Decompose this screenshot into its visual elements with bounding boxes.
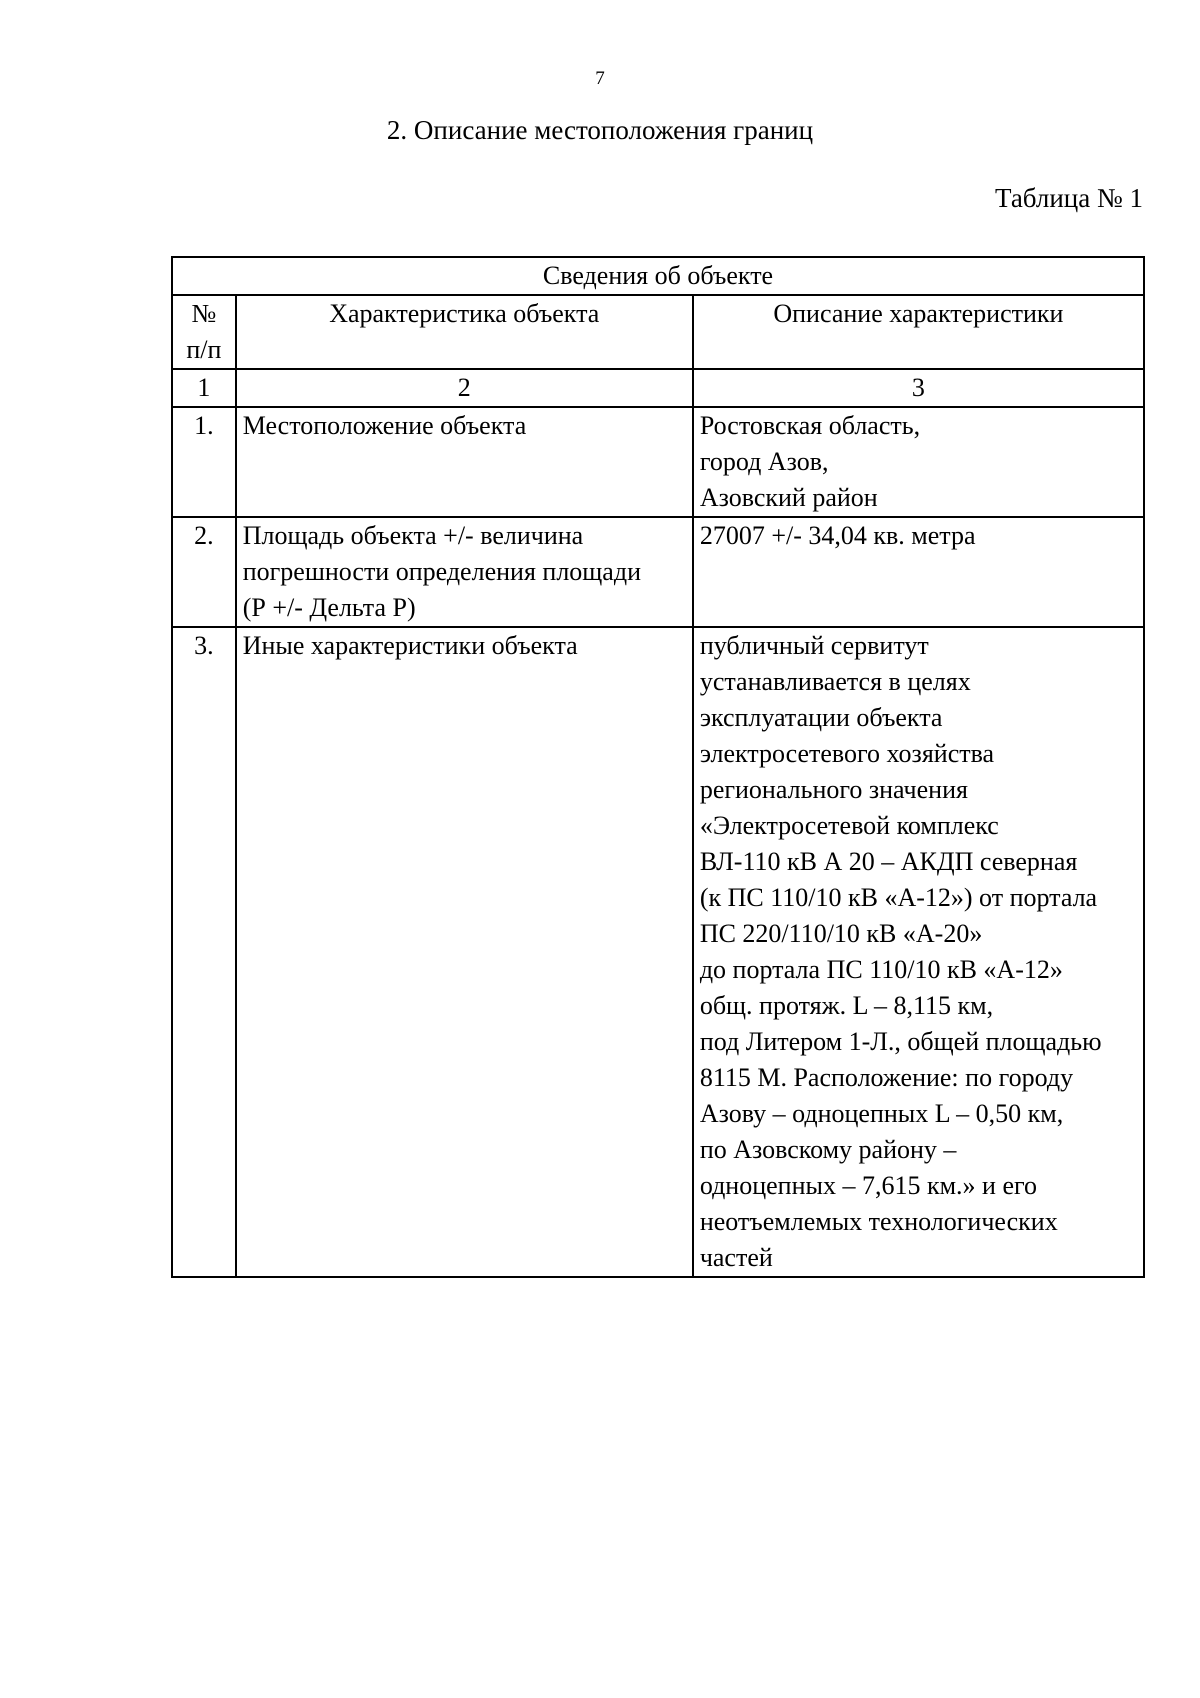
row-num: 2. xyxy=(172,517,236,627)
header-num: № п/п xyxy=(172,295,236,369)
table-row xyxy=(172,517,1144,627)
row-description: 27007 +/- 34,04 кв. метра xyxy=(693,517,1144,627)
section-title: 2. Описание местоположения границ xyxy=(386,115,814,145)
header-characteristic: Характеристика объекта xyxy=(236,295,693,369)
table-caption-row xyxy=(172,257,1144,295)
table-row xyxy=(172,407,1144,517)
table-header-row xyxy=(172,295,1144,369)
table-caption: Таблица № 1 xyxy=(995,183,1143,213)
header-description: Описание характеристики xyxy=(693,295,1144,369)
column-number-2: 2 xyxy=(236,369,693,407)
row-description: публичный сервитут устанавливается в целях эксплуатации объекта электросетевого хозяйства регионального значения «Электросетевой комплекс ВЛ-110 кВ А 20 – АКДП северная (к ПС 110/10 кВ «А-12») от портала ПС 220/110/10 кВ «А-20» до портала ПС 110/10 кВ «А-12» общ. протяж. L – 8,115 км, под Литером 1-Л., общей площадью 8115 М. Расположение: по городу Азову – одноцепных L – 0,50 км, по Азовскому району – одноцепных – 7,615 км.» и его неотъемлемых технологических частей xyxy=(693,627,1144,1277)
column-number-1: 1 xyxy=(172,369,236,407)
object-info-table xyxy=(171,256,1145,1278)
row-characteristic: Иные характеристики объекта xyxy=(236,627,693,1277)
row-num: 1. xyxy=(172,407,236,517)
column-number-row xyxy=(172,369,1144,407)
row-characteristic: Площадь объекта +/- величина погрешности определения площади (Р +/- Дельта Р) xyxy=(236,517,693,627)
page-number: 7 xyxy=(595,68,605,89)
table-row xyxy=(172,627,1144,1277)
table-caption-cell: Сведения об объекте xyxy=(172,257,1144,295)
row-characteristic: Местоположение объекта xyxy=(236,407,693,517)
column-number-3: 3 xyxy=(693,369,1144,407)
row-description: Ростовская область, город Азов, Азовский район xyxy=(693,407,1144,517)
row-num: 3. xyxy=(172,627,236,1277)
